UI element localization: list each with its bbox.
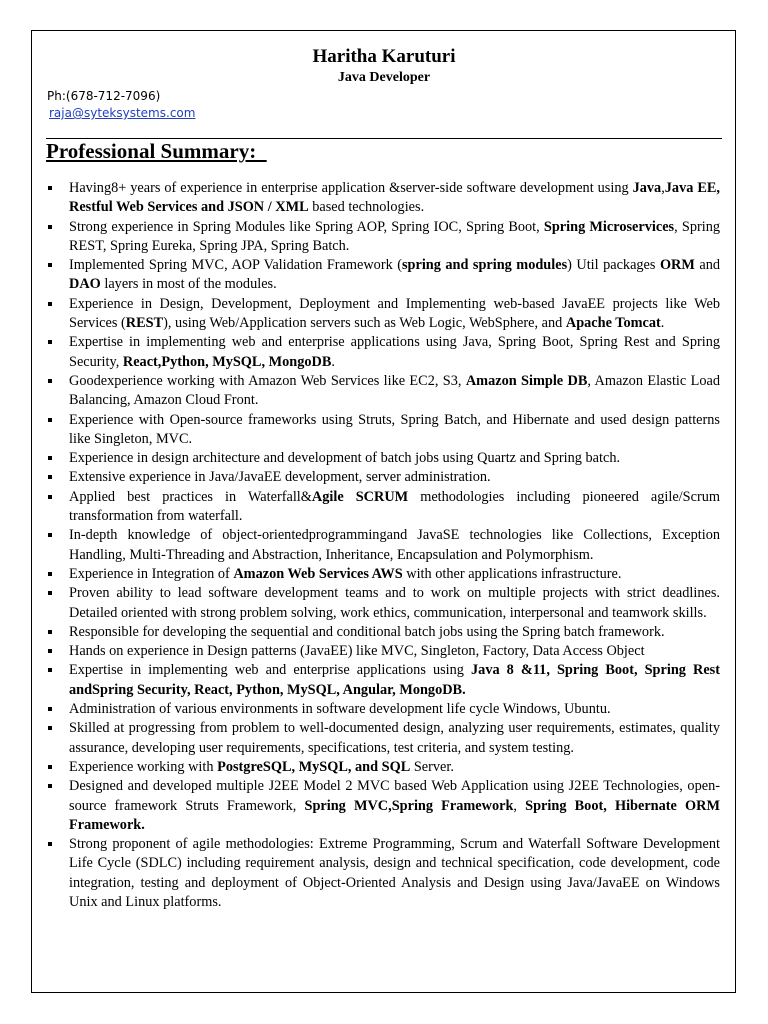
summary-bullet — [46, 295, 720, 334]
bold-text: Agile SCRUM — [311, 488, 409, 505]
summary-bullet — [46, 372, 720, 411]
text: , — [661, 180, 665, 196]
text: Proven ability to lead software development teams and to work on multiple projects with strict deadlines. Detailed oriented with strong problem solving, work ethics, communication, interpersonal and teamwork skills. — [69, 585, 720, 621]
text: based technologies. — [308, 199, 425, 216]
summary-bullet — [46, 642, 720, 661]
bold-text: spring and spring modules — [401, 257, 568, 274]
bold-text: DAO — [69, 276, 101, 293]
text: Strong experience in Spring Modules like Spring AOP, Spring IOC, Spring Boot, — [69, 218, 544, 235]
bold-text: Amazon Web Services AWS — [233, 565, 403, 582]
text: Applied best practices in Waterfall& — [69, 488, 312, 505]
text: Skilled at progressing from problem to well-documented design, analyzing user requirements, estimates, quality assurance, developing user requirements, specifications, test criteria, and system testing. — [69, 720, 720, 756]
text: Expertise in implementing web and enterprise applications using — [69, 662, 472, 679]
text: . — [331, 353, 335, 370]
summary-bullet — [46, 218, 720, 257]
summary-bullet — [46, 526, 720, 565]
text: ) Util packages — [567, 257, 660, 274]
bold-text: Spring Boot, Hibernate ORM Framework. — [69, 797, 720, 833]
text: ), using Web/Application servers such as Web Logic, WebSphere, and — [163, 315, 566, 332]
text: Responsible for developing the sequential and conditional batch jobs using the Spring batch framework. — [69, 623, 665, 640]
text: Experience with Open-source frameworks using Struts, Spring Batch, and Hibernate and used design patterns like Singleton, MVC. — [69, 411, 720, 447]
summary-bullet — [46, 584, 720, 623]
bold-text: Amazon Simple DB — [465, 372, 588, 389]
job-title: Java Developer — [337, 70, 431, 85]
summary-bullet — [46, 488, 720, 527]
text: Expertise in implementing web and enterprise applications using Java, Spring Boot, Spring Rest and Spring Security, — [69, 334, 720, 370]
summary-bullet — [46, 700, 720, 719]
text: Implemented Spring MVC, AOP Validation Framework ( — [69, 257, 402, 274]
summary-bullet — [46, 179, 720, 218]
summary-bullet — [46, 719, 720, 758]
text: Extensive experience in Java/JavaEE development, server administration. — [69, 469, 491, 486]
text: , — [513, 797, 526, 814]
text: . — [660, 315, 665, 332]
summary-list — [46, 179, 720, 912]
text: , Spring REST, Spring Eureka, Spring JPA, Spring Batch. — [69, 218, 721, 254]
text: Experience in Design, Development, Deployment and Implementing web-based JavaEE projects like Web Services ( — [69, 295, 720, 332]
bold-text: Java — [632, 180, 662, 196]
text: Strong proponent of agile methodologies: Extreme Programming, Scrum and Waterfall Software Development Life Cycle (SDLC) including requirement analysis, design and technical specification, code development, code integration, testing and deployment of Object-Oriented Analysis and Design using Java/JavaEE on Windows Unix and Linux platforms. — [69, 836, 720, 910]
bold-text: ORM — [659, 257, 695, 274]
text: , Amazon Elastic Load Balancing, Amazon Cloud Front. — [69, 372, 720, 409]
bold-text: PostgreSQL, MySQL, and SQL — [217, 758, 411, 775]
summary-bullet — [46, 256, 720, 295]
text: Experience in Integration of — [69, 565, 234, 582]
summary-bullet — [46, 411, 720, 450]
summary-bullet — [46, 565, 720, 584]
text: Administration of various environments in software development life cycle Windows, Ubuntu. — [69, 701, 611, 718]
text: Hands on experience in Design patterns (JavaEE) like MVC, Singleton, Factory, Data Access Object — [69, 643, 645, 660]
summary-bullet — [46, 758, 720, 777]
summary-bullet — [46, 333, 720, 372]
text: Designed and developed multiple J2EE Model 2 MVC based Web Application using J2EE Technologies, open-source framework Struts Framework, — [69, 778, 720, 814]
text: layers in most of the modules. — [100, 276, 277, 293]
email-link[interactable]: raja@syteksystems.com — [49, 106, 196, 120]
summary-bullet — [46, 835, 720, 912]
summary-bullet — [46, 661, 720, 700]
summary-bullet — [46, 623, 720, 642]
bold-text: Apache Tomcat — [565, 315, 661, 332]
phone-number: Ph:(678-712-7096) — [47, 89, 161, 103]
bold-text: Java EE, Restful Web Services and JSON / XML — [69, 180, 720, 216]
bold-text: React,Python, MySQL, MongoDB — [122, 353, 332, 370]
bold-text: Spring MVC,Spring Framework — [304, 797, 514, 814]
text: Having8+ years of experience in enterprise application &server-side software development using — [69, 180, 633, 196]
bold-text: Java 8 &11, Spring Boot, Spring Rest andSpring Security, React, Python, MySQL, Angular, MongoDB. — [69, 662, 720, 698]
text: methodologies including pioneered agile/Scrum transformation from waterfall. — [69, 488, 720, 525]
bold-text: REST — [125, 315, 164, 332]
text: and — [694, 257, 721, 274]
text: Server. — [410, 758, 454, 775]
text: In-depth knowledge of object-orientedprogrammingand JavaSE technologies like Collections, Exception Handling, Multi-Threading and Abstraction, Inheritance, Encapsulation and Polymorphism. — [69, 527, 720, 563]
summary-bullet — [46, 468, 720, 487]
candidate-name: Haritha Karuturi — [312, 46, 456, 67]
text: with other applications infrastructure. — [402, 565, 622, 582]
summary-bullet — [46, 449, 720, 468]
text: Experience working with — [69, 758, 218, 775]
bold-text: Spring Microservices — [543, 218, 675, 235]
section-heading: Professional Summary: — [46, 139, 267, 163]
text: Goodexperience working with Amazon Web Services like EC2, S3, — [69, 372, 466, 389]
text: Experience in design architecture and development of batch jobs using Quartz and Spring batch. — [69, 450, 621, 467]
summary-bullet — [46, 777, 720, 835]
